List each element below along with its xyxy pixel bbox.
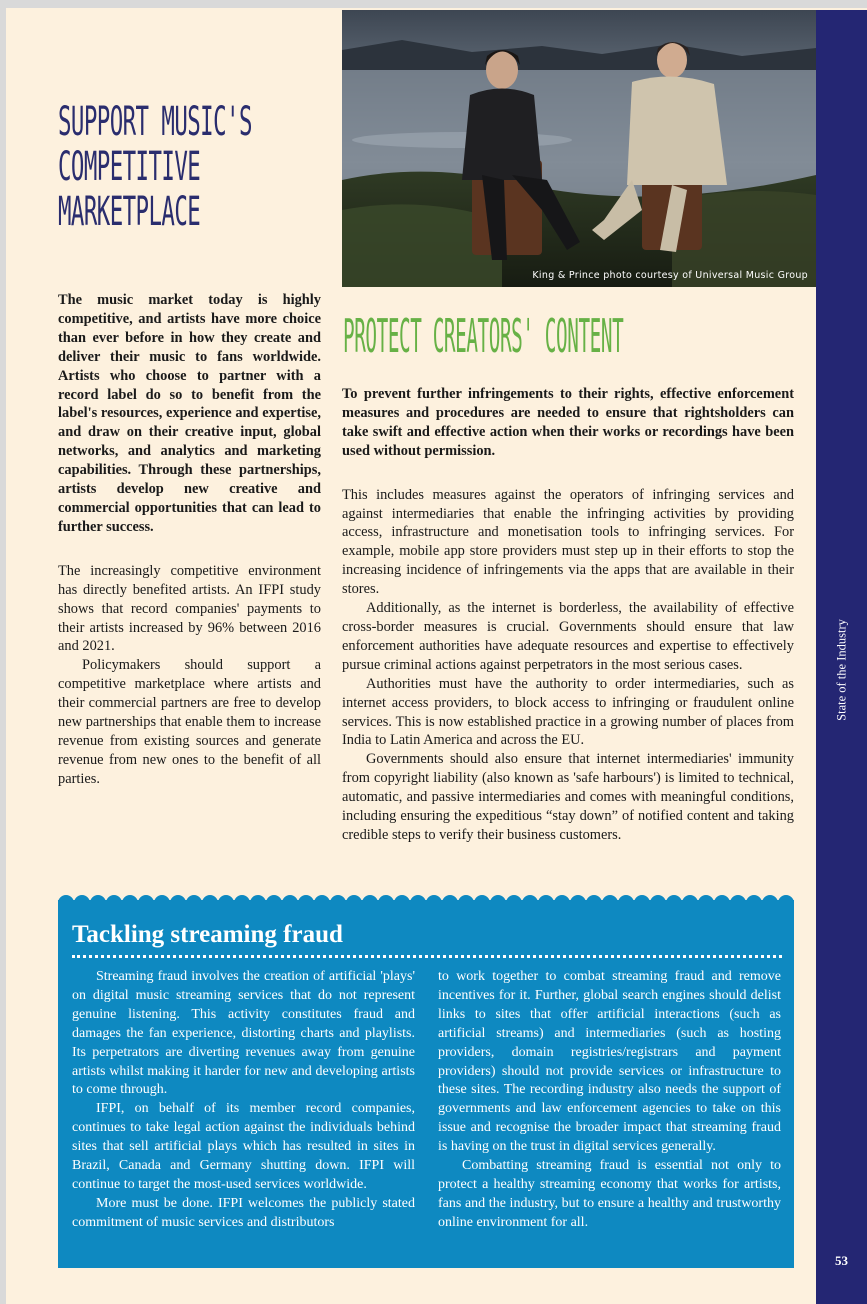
heading-line: MARKETPLACE <box>58 189 201 235</box>
support-paragraph: Policymakers should support a competitive marketplace where artists and their commercial partners are free to develop new partnerships that enable them to increase revenue from existing sources and generate revenue from new ones to the benefit of all parties. <box>58 657 321 787</box>
heading-line: SUPPORT MUSIC'S <box>58 99 252 145</box>
streaming-left-column <box>72 968 415 1233</box>
streaming-paragraph: to work together to combat streaming fraud and remove incentives for it. Further, global search engines should delist links to sites that offer artificial interactions (such as artificial streams) and intermediaries (such as hosting providers, domain registries/registrars and payment providers) should not provide services or infrastructure to these sites. The recording industry also needs the support of governments and law enforcement agencies to take on this issue and recognise the broader impact that streaming fraud is having on the trust in digital services generally. <box>438 969 781 1155</box>
support-paragraph: The increasingly competitive environment has directly benefited artists. An IFPI study shows that record companies' payments to their artists increased by 96% between 2016 and 2021. <box>58 562 321 655</box>
support-column <box>58 291 321 789</box>
streaming-paragraph: Streaming fraud involves the creation of artificial 'plays' on digital music streaming services that do not represent genuine listening. This activity constitutes fraud and damages the fan experience, distorting charts and playlists. Its perpetrators are diverting revenues away from genuine artists whilst making it harder for new and developing artists to come through. <box>72 969 415 1098</box>
section-label: State of the Industry <box>834 619 849 721</box>
streaming-paragraph: More must be done. IFPI welcomes the publicly stated commitment of music services and distributors <box>72 1195 415 1230</box>
protect-paragraph: Additionally, as the internet is borderless, the availability of effective cross-border measures is crucial. Governments should ensure that law enforcement authorities have adequate resources and expertise to effectively pursue criminal actions against perpetrators in the most serious cases. <box>342 600 794 673</box>
protect-paragraph: Governments should also ensure that internet intermediaries' immunity from copyright liability (also known as 'safe harbours') is limited to technical, automatic, and passive intermediaries and comes with meaningful conditions, including ensuring the expeditious “stay down” of notified content and taking credible steps to verify their business customers. <box>342 751 794 843</box>
photo-credit: King & Prince photo courtesy of Universal Music Group <box>532 270 808 281</box>
heading-support-music <box>58 99 252 235</box>
heading-line: COMPETITIVE <box>58 144 201 190</box>
dotted-divider <box>72 955 782 958</box>
streaming-paragraph: Combatting streaming fraud is essential not only to protect a healthy streaming economy that works for artists, fans and the industry, but to ensure a healthy and trustworthy online environment for all. <box>438 1158 781 1230</box>
streaming-box-title: Tackling streaming fraud <box>72 921 343 948</box>
streaming-right-column <box>438 968 781 1233</box>
protect-lead: To prevent further infringements to their rights, effective enforcement measures and procedures are needed to ensure that rightsholders can take swift and effective action when their works or recordings have been used without permission. <box>342 386 794 459</box>
heading-protect-content: PROTECT CREATORS' CONTENT <box>343 309 624 363</box>
protect-paragraph: Authorities must have the authority to order intermediaries, such as internet access providers, to block access to infringing or fraudulent online services. This is now established practice in a growing number of places from India to Latin America and across the EU. <box>342 675 794 749</box>
protect-column <box>342 385 794 845</box>
streaming-paragraph: IFPI, on behalf of its member record companies, continues to take legal action against the individuals behind sites that sell artificial plays which has resulted in sites in Brazil, Canada and Germany shutting down. IFPI will continue to target the most-used services worldwide. <box>72 1101 415 1192</box>
photo-illustration <box>342 10 816 287</box>
artist-photo <box>342 10 816 287</box>
support-lead: The music market today is highly competitive, and artists have more choice than ever before in how they create and deliver their music to fans worldwide. Artists who choose to partner with a record label do so to benefit from the label's resources, experience and expertise, and draw on their creative input, global networks, and analytics and marketing capabilities. Through these partnerships, artists develop new creative and commercial opportunities that can lead to further success. <box>58 292 321 535</box>
protect-paragraph: This includes measures against the operators of infringing services and against intermediaries that enable the infringing activities by providing access, infrastructure and monetisation tools to infringing services. For example, mobile app store providers must step up in their efforts to stop the increasing incidence of infringements via the apps that are available in their stores. <box>342 486 794 598</box>
page-number: 53 <box>835 1253 848 1268</box>
